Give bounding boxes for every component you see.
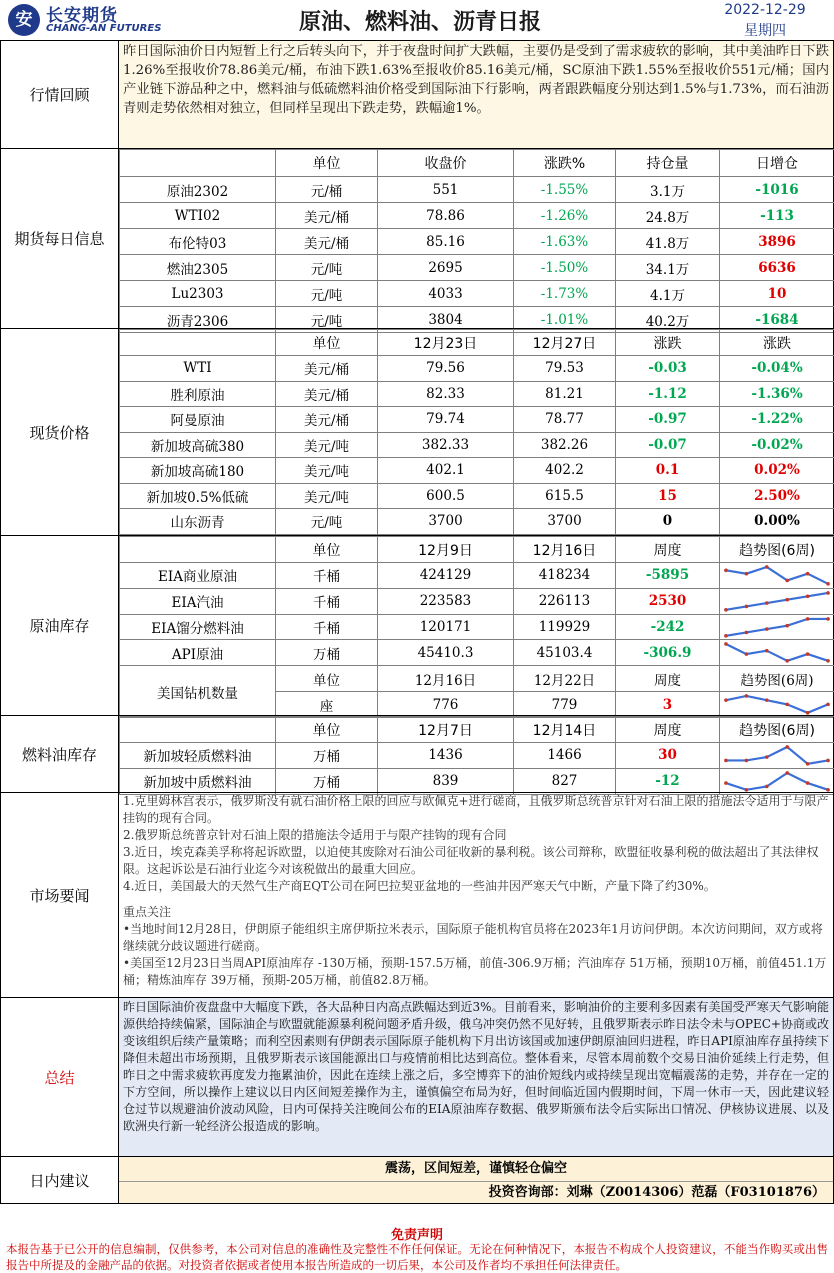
crude-inventory-table (119, 536, 834, 718)
price-prev: 79.56 (378, 356, 514, 382)
trend-sparkline (720, 692, 834, 718)
table-row (120, 203, 834, 229)
value-curr: 119929 (514, 614, 616, 640)
company-name-cn: 长安期货 (46, 6, 118, 26)
spot-name: 阿曼原油 (120, 407, 276, 433)
price-curr: 615.5 (514, 483, 616, 509)
table-row (120, 458, 834, 484)
header-cell: 单位 (276, 150, 378, 177)
sparkline-point (785, 659, 789, 663)
sparkline-point (765, 755, 769, 759)
contract-name: WTI02 (120, 203, 276, 229)
news-item: 2.俄罗斯总统普京针对石油上限的措施法令适用于与限产挂钩的现有合同 (123, 828, 507, 842)
contract-name: 燃油2305 (120, 255, 276, 281)
unit-cell: 元/吨 (276, 509, 378, 535)
price-curr: 81.21 (514, 381, 616, 407)
open-interest: 41.8万 (616, 229, 720, 255)
inventory-name: EIA商业原油 (120, 563, 276, 589)
header-cell: 12月16日 (514, 537, 616, 563)
change-pct: -1.50% (514, 255, 616, 281)
sparkline-point (785, 703, 789, 707)
price-change-pct: -1.36% (720, 381, 834, 407)
unit-cell: 元/吨 (276, 307, 378, 333)
sparkline-point (826, 591, 830, 595)
rig-count-name: 美国钻机数量 (120, 666, 276, 718)
open-interest: 3.1万 (616, 177, 720, 203)
unit-cell: 美元/桶 (276, 407, 378, 433)
spot-name: 新加坡0.5%低硫 (120, 483, 276, 509)
header-cell: 单位 (276, 330, 378, 356)
unit-cell: 万桶 (276, 640, 378, 666)
sparkline-point (785, 745, 789, 749)
price-prev: 79.74 (378, 407, 514, 433)
sparkline-point (745, 759, 749, 763)
table-row (120, 281, 834, 307)
company-name-en: CHANG-AN FUTURES (46, 23, 162, 34)
header-cell: 单位 (276, 666, 378, 692)
close-price: 2695 (378, 255, 514, 281)
price-prev: 82.33 (378, 381, 514, 407)
spot-price-table (119, 329, 834, 535)
price-change: -0.07 (616, 432, 720, 458)
section-label: 日内建议 (1, 1157, 119, 1203)
unit-cell: 元/吨 (276, 281, 378, 307)
sparkline-chart (720, 640, 834, 665)
sparkline-point (785, 771, 789, 775)
sparkline-line (726, 747, 828, 764)
table-row (120, 743, 834, 769)
unit-cell: 美元/吨 (276, 458, 378, 484)
summary-text: 昨日国际油价夜盘盘中大幅度下跌，各大品种日内高点跌幅达到近3%。目前看来，影响油价的主要利多因素有美国受严寒天气影响能源供给持续偏紧，国际油企与欧盟就能源暴利税问题矛盾升级，俄乌冲突仍然不见好转，且俄罗斯表示昨日法令未与OPEC+协商或改变该组织后续产量策略；而利空因素则有伊朗表示国际原子能机构下月出访该国或加速伊朗原油回归进程，昨日API原油库存虽持续下降但未超出市场预期，且俄罗斯表示该国能源出口与疫情前相比达到高位。整体看来，尽管本周前数个交易日油价延续上行走势，但昨日之中需求疲软再度发力拖累油价，因此在连续上涨之后，多空博弈下的油价短线内或持续呈现出宽幅震荡的走势，并存在一定的下方空间，所以操作上建议以日内区间短差操作为主，谨慎偏空布局为好，但时间临近国内假期时间，下周一休市一天，因此建议轻仓过节以规避油价波动风险，日内可保持关注晚间公布的EIA原油库存数据、俄罗斯颁布法令后实际出口情况、伊核协议进展、以及欧洲央行新一轮经济公报造成的影响。 (119, 998, 833, 1156)
sparkline-point (724, 569, 728, 573)
header-cell: 12月16日 (378, 666, 514, 692)
trend-sparkline (720, 614, 834, 640)
value-curr: 226113 (514, 588, 616, 614)
market-review-section (0, 40, 834, 149)
summary-section (0, 997, 834, 1157)
price-prev: 3700 (378, 509, 514, 535)
header-cell: 趋势图(6周) (720, 537, 834, 563)
weekly-change: 3 (616, 692, 720, 718)
price-curr: 402.2 (514, 458, 616, 484)
fuel-inventory-section (0, 715, 834, 793)
company-logo-icon (8, 4, 40, 36)
table-row (120, 614, 834, 640)
daily-oi-change: -113 (720, 203, 834, 229)
sparkline-point (826, 788, 830, 792)
intraday-advice-section (0, 1156, 834, 1204)
unit-cell: 美元/吨 (276, 483, 378, 509)
sparkline-point (806, 762, 810, 766)
sparkline-point (745, 788, 749, 792)
price-change: -0.03 (616, 356, 720, 382)
header-cell: 趋势图(6周) (720, 666, 834, 692)
close-price: 85.16 (378, 229, 514, 255)
open-interest: 34.1万 (616, 255, 720, 281)
news-item: 4.近日，美国最大的天然气生产商EQT公司在阿巴拉契亚盆地的一些油井因严寒天气中断，产量下降了约30%。 (123, 879, 716, 893)
trend-sparkline (720, 640, 834, 666)
section-label: 期货每日信息 (1, 149, 119, 328)
sparkline-chart (720, 769, 834, 794)
unit-cell: 美元/桶 (276, 229, 378, 255)
sparkline-point (745, 572, 749, 576)
unit-cell: 美元/桶 (276, 381, 378, 407)
header-cell: 12月27日 (514, 330, 616, 356)
sparkline-point (724, 759, 728, 763)
sparkline-point (806, 617, 810, 621)
price-change: -1.12 (616, 381, 720, 407)
weekly-change: -5895 (616, 563, 720, 589)
sparkline-point (826, 659, 830, 663)
sparkline-point (724, 608, 728, 612)
logo-mark: 安 (15, 10, 33, 30)
header-cell: 周度 (616, 537, 720, 563)
close-price: 551 (378, 177, 514, 203)
open-interest: 4.1万 (616, 281, 720, 307)
sparkline-point (745, 653, 749, 657)
report-date: 2022-12-29 (724, 2, 806, 18)
focus-title: 重点关注 (123, 905, 172, 919)
sparkline-point (826, 582, 830, 586)
value-curr: 827 (514, 768, 616, 794)
sparkline-chart (720, 692, 834, 717)
price-change: 0.1 (616, 458, 720, 484)
sparkline-point (724, 699, 728, 703)
change-pct: -1.01% (514, 307, 616, 333)
header-cell: 周度 (616, 717, 720, 743)
table-header-row (120, 150, 834, 177)
unit-cell: 美元/吨 (276, 432, 378, 458)
table-row (120, 255, 834, 281)
header-cell: 持仓量 (616, 150, 720, 177)
news-item: 3.近日，埃克森美孚称将起诉欧盟，以迫使其废除对石油公司征收新的暴利税。该公司辩称，欧盟征收暴利税的做法超出了其法律权限。这起诉讼是石油行业迄今对该税做出的最重大回应。 (123, 845, 819, 876)
sparkline-chart (720, 743, 834, 768)
inventory-name: EIA馏分燃料油 (120, 614, 276, 640)
report-weekday: 星期四 (744, 23, 786, 39)
change-pct: -1.63% (514, 229, 616, 255)
sparkline-point (745, 604, 749, 608)
section-label: 燃料油库存 (1, 716, 119, 792)
price-prev: 382.33 (378, 432, 514, 458)
futures-section (0, 148, 834, 329)
value-prev: 45410.3 (378, 640, 514, 666)
sparkline-point (826, 617, 830, 621)
close-price: 3804 (378, 307, 514, 333)
table-row (120, 509, 834, 535)
sparkline-point (765, 699, 769, 703)
table-header-row (120, 717, 834, 743)
header-cell: 周度 (616, 666, 720, 692)
table-row (120, 177, 834, 203)
unit-cell: 元/吨 (276, 255, 378, 281)
value-curr: 1466 (514, 743, 616, 769)
daily-oi-change: -1684 (720, 307, 834, 333)
weekly-change: -242 (616, 614, 720, 640)
table-row (120, 768, 834, 794)
fuel-inventory-table (119, 716, 834, 795)
header-cell: 涨跌 (720, 330, 834, 356)
daily-oi-change: 6636 (720, 255, 834, 281)
section-label: 市场要闻 (1, 793, 119, 997)
trend-sparkline (720, 743, 834, 769)
open-interest: 24.8万 (616, 203, 720, 229)
advice-text: 震荡，区间短差，谨慎轻仓偏空 (119, 1157, 833, 1182)
sparkline-line (726, 644, 828, 661)
inventory-name: 新加坡中质燃料油 (120, 768, 276, 794)
sparkline-point (785, 598, 789, 602)
unit-cell: 千桶 (276, 614, 378, 640)
sparkline-point (826, 703, 830, 707)
sparkline-point (724, 781, 728, 785)
sparkline-point (785, 579, 789, 583)
contract-name: Lu2303 (120, 281, 276, 307)
unit-cell: 千桶 (276, 563, 378, 589)
price-prev: 402.1 (378, 458, 514, 484)
price-change-pct: -0.04% (720, 356, 834, 382)
price-curr: 79.53 (514, 356, 616, 382)
contract-name: 布伦特03 (120, 229, 276, 255)
price-curr: 3700 (514, 509, 616, 535)
report-title: 原油、燃料油、沥青日报 (298, 10, 541, 35)
focus-item: •美国至12月23日当周API原油库存 -130万桶，预期-157.5万桶，前值-306.9万桶；汽油库存 51万桶，预期10万桶，前值451.1万桶；精炼油库存 39万桶，预期-205万桶，前值82.8万桶。 (123, 956, 827, 987)
inventory-name: 新加坡轻质燃料油 (120, 743, 276, 769)
table-row (120, 588, 834, 614)
header-cell (120, 150, 276, 177)
spot-price-section (0, 328, 834, 536)
trend-sparkline (720, 588, 834, 614)
table-row (120, 640, 834, 666)
header-cell: 12月9日 (378, 537, 514, 563)
sparkline-line (726, 696, 828, 713)
market-news-section (0, 792, 834, 998)
sparkline-point (765, 565, 769, 569)
news-list (119, 793, 833, 997)
price-change-pct: -0.02% (720, 432, 834, 458)
sparkline-chart (720, 563, 834, 588)
value-prev: 120171 (378, 614, 514, 640)
header-cell: 单位 (276, 717, 378, 743)
sparkline-point (826, 759, 830, 763)
section-label: 原油库存 (1, 536, 119, 715)
sparkline-point (765, 649, 769, 653)
table-row (120, 563, 834, 589)
disclaimer-title: 免责声明 (390, 1228, 443, 1243)
market-review-text: 昨日国际油价日内短暂上行之后转头向下，并于夜盘时间扩大跌幅，主要仍是受到了需求疲软的影响，其中美油昨日下跌1.26%至报收价78.86美元/桶，布油下跌1.63%至报收价85.16美元/桶，SC原油下跌1.55%至报收价551元/桶；国内产业链下游品种之中，燃料油与低硫燃料油价格受到国际油下行影响，两者跟跌幅度分别达到1.5%与1.73%，而石油沥青则走势依然相对独立，但同样呈现出下跌走势，跌幅逾1%。 (119, 41, 833, 148)
weekly-change: 30 (616, 743, 720, 769)
price-prev: 600.5 (378, 483, 514, 509)
sparkline-line (726, 593, 828, 610)
daily-oi-change: 3896 (720, 229, 834, 255)
daily-oi-change: 10 (720, 281, 834, 307)
table-row (120, 483, 834, 509)
table-row (120, 407, 834, 433)
table-row (120, 229, 834, 255)
open-interest: 40.2万 (616, 307, 720, 333)
sparkline-point (765, 601, 769, 605)
price-change: 15 (616, 483, 720, 509)
header-cell (120, 330, 276, 356)
header-cell: 日增仓 (720, 150, 834, 177)
header-cell: 趋势图(6周) (720, 717, 834, 743)
header-cell (120, 537, 276, 563)
price-change-pct: -1.22% (720, 407, 834, 433)
report-header (0, 0, 834, 40)
price-change: -0.97 (616, 407, 720, 433)
weekly-change: 2530 (616, 588, 720, 614)
price-curr: 382.26 (514, 432, 616, 458)
advisor-info: 投资咨询部：刘琳（Z0014306）范磊（F03101876） (119, 1182, 833, 1203)
value-curr: 45103.4 (514, 640, 616, 666)
change-pct: -1.55% (514, 177, 616, 203)
table-row (120, 432, 834, 458)
crude-inventory-section (0, 535, 834, 716)
header-cell: 12月7日 (378, 717, 514, 743)
header-cell: 单位 (276, 537, 378, 563)
value-prev: 1436 (378, 743, 514, 769)
disclaimer-text: 本报告基于已公开的信息编制，仅供参考，本公司对信息的准确性及完整性不作任何保证。无论在何种情况下，本报告不构成个人投资建议，不能当作购买或出售报告中所提及的金融产品的依据。对投资者依据或者使用本报告所造成的一切后果，本公司及作者均不承担任何法律责任。 (6, 1242, 828, 1272)
price-change: 0 (616, 509, 720, 535)
sparkline-point (806, 653, 810, 657)
header-cell: 12月23日 (378, 330, 514, 356)
header-cell: 涨跌% (514, 150, 616, 177)
sparkline-point (806, 594, 810, 598)
unit-cell: 万桶 (276, 743, 378, 769)
close-price: 4033 (378, 281, 514, 307)
table-row (120, 356, 834, 382)
price-change-pct: 0.02% (720, 458, 834, 484)
spot-name: WTI (120, 356, 276, 382)
sparkline-point (785, 623, 789, 627)
section-label: 现货价格 (1, 329, 119, 535)
value-prev: 776 (378, 692, 514, 718)
sparkline-point (806, 572, 810, 576)
header-cell (120, 717, 276, 743)
header-cell: 收盘价 (378, 150, 514, 177)
value-prev: 223583 (378, 588, 514, 614)
weekly-change: -12 (616, 768, 720, 794)
sparkline-point (765, 627, 769, 631)
spot-name: 新加坡高硫380 (120, 432, 276, 458)
sparkline-point (745, 630, 749, 634)
sparkline-point (806, 781, 810, 785)
sparkline-point (724, 634, 728, 638)
spot-name: 山东沥青 (120, 509, 276, 535)
sparkline-point (765, 784, 769, 788)
unit-cell: 万桶 (276, 768, 378, 794)
sparkline-line (726, 567, 828, 584)
unit-cell: 美元/桶 (276, 203, 378, 229)
spot-name: 新加坡高硫180 (120, 458, 276, 484)
sparkline-point (745, 694, 749, 698)
inventory-name: EIA汽油 (120, 588, 276, 614)
daily-oi-change: -1016 (720, 177, 834, 203)
table-header-row (120, 537, 834, 563)
news-item: 1.克里姆林宫表示，俄罗斯没有就石油价格上限的回应与欧佩克+进行磋商，且俄罗斯总统普京针对石油上限的措施法令适用于与限产挂钩的现有合同。 (123, 794, 829, 825)
header-cell: 涨跌 (616, 330, 720, 356)
inventory-name: API原油 (120, 640, 276, 666)
price-curr: 78.77 (514, 407, 616, 433)
focus-item: •当地时间12月28日，伊朗原子能组织主席伊斯拉米表示，国际原子能机构官员将在2023年1月访问伊朗。本次访问期间，双方或将继续就分歧议题进行磋商。 (123, 922, 823, 953)
futures-table (119, 149, 834, 333)
close-price: 78.86 (378, 203, 514, 229)
table-header-row (120, 330, 834, 356)
header-cell: 12月14日 (514, 717, 616, 743)
sparkline-line (726, 773, 828, 790)
change-pct: -1.73% (514, 281, 616, 307)
table-row (120, 381, 834, 407)
sparkline-point (724, 643, 728, 647)
unit-cell: 座 (276, 692, 378, 718)
section-label: 总结 (1, 998, 119, 1156)
value-prev: 424129 (378, 563, 514, 589)
price-change-pct: 2.50% (720, 483, 834, 509)
weekly-change: -306.9 (616, 640, 720, 666)
trend-sparkline (720, 768, 834, 794)
unit-cell: 元/桶 (276, 177, 378, 203)
spot-name: 胜利原油 (120, 381, 276, 407)
unit-cell: 千桶 (276, 588, 378, 614)
rig-header-row (120, 666, 834, 692)
sparkline-line (726, 619, 828, 636)
sparkline-chart (720, 615, 834, 640)
unit-cell: 美元/桶 (276, 356, 378, 382)
contract-name: 沥青2306 (120, 307, 276, 333)
sparkline-chart (720, 589, 834, 614)
header-cell: 12月22日 (514, 666, 616, 692)
trend-sparkline (720, 563, 834, 589)
change-pct: -1.26% (514, 203, 616, 229)
section-label: 行情回顾 (1, 41, 119, 148)
value-prev: 839 (378, 768, 514, 794)
value-curr: 779 (514, 692, 616, 718)
price-change-pct: 0.00% (720, 509, 834, 535)
contract-name: 原油2302 (120, 177, 276, 203)
value-curr: 418234 (514, 563, 616, 589)
